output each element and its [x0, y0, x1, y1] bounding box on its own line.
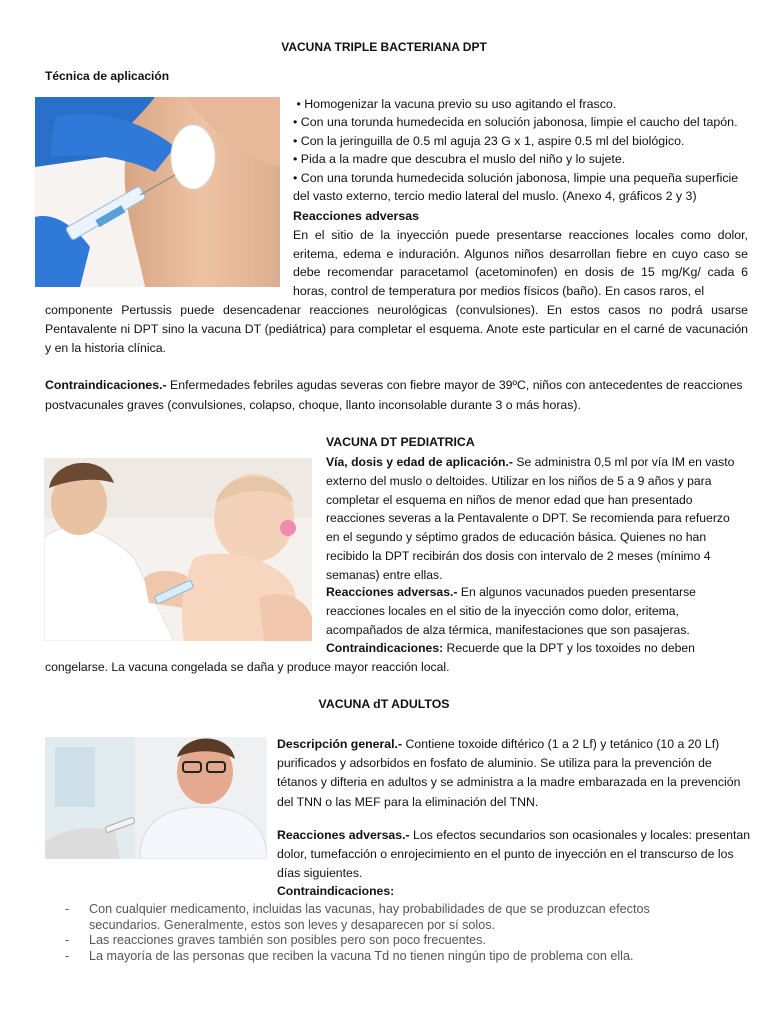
dt-pediatrica-reacciones-label: Reacciones adversas.- [326, 585, 458, 599]
boy-vaccination-photo [45, 737, 267, 859]
tecnica-bullet: • Con la jeringuilla de 0.5 ml aguja 23 G x 1, aspire 0.5 ml del biológico. [293, 133, 685, 148]
dt-adultos-heading: VACUNA dT ADULTOS [318, 697, 450, 711]
dt-adultos-descripcion-text: Contiene toxoide diftérico (1 a 2 Lf) y tetánico (10 a 20 Lf) purificados y adsorbidos en fosfato de aluminio. Se utiliza para la prevención de tétanos y difteria en adultos y se administra a la madre embarazada en la prevención del TNN o las MEF para la eliminación del TNN. [277, 737, 741, 809]
dt-pediatrica-heading: VACUNA DT PEDIATRICA [326, 435, 475, 449]
tecnica-heading: Técnica de aplicación [45, 69, 170, 83]
tecnica-bullet: • Homogenizar la vacuna previo su uso agitando el frasco. [293, 97, 617, 111]
dt-pediatrica-via-text: Se administra 0,5 ml por vía IM en vasto externo del muslo o deltoides. Utilizar en los niños de 5 a 9 años y para completar el esquema en niños de menor edad que han presentado reacciones severas a la Pentavalente o DPT. Se recomienda para refuerzo en el segundo y séptimo grados de educación básica. Quienes no han recibido la DPT recibirán dos dosis con intervalo de 2 meses (mínimo 4 semanas) entre ellas. [326, 455, 735, 582]
dt-pediatrica-reacciones [326, 583, 746, 640]
reacciones-heading: Reacciones adversas [293, 209, 420, 223]
tecnica-bullet: • Pida a la madre que descubra el muslo del niño y lo sujete. [293, 152, 626, 167]
reacciones-text-b: componente Pertussis puede desencadenar reacciones neurológicas (convulsiones). En estos casos no podrá usarse Pentavalente ni DPT sino la vacuna DT (pediátrica) para completar el esquema. Anote este particular en el carné de vacunación y en la historia clínica. [45, 303, 748, 355]
contraindicaciones-label: Contraindicaciones.- [45, 378, 167, 392]
dt-pediatrica-via-label: Vía, dosis y edad de aplicación.- [326, 455, 513, 469]
dt-adultos-descripcion [277, 735, 747, 812]
tecnica-bullet: • Con una torunda humedecida en solución jabonosa, limpie el caucho del tapón. [293, 115, 738, 130]
dt-pediatrica-contra [326, 639, 756, 658]
tecnica-list [293, 95, 748, 205]
reacciones-text-a: En el sitio de la inyección puede presentarse reacciones locales como dolor, eritema, edema e induración. Algunos niños desarrollan fiebre en cuyo caso se debe recomendar paracetamol (acetominofen) en dosis de 15 mg/Kg/ cada 6 horas, control de temperatura por medios físicos (baño). En casos raros, el [293, 228, 748, 298]
dt-adultos-reacciones-label: Reacciones adversas.- [277, 828, 410, 842]
dt-adultos-reacciones-text: Los efectos secundarios son ocasionales y locales: presentan dolor, tumefacción o enrojecimiento en el punto de inyección en el transcurso de los días siguientes. [277, 828, 751, 880]
dt-pediatrica-reacciones-text: En algunos vacunados pueden presentarse reacciones locales en el sitio de la inyección como dolor, eritema, acompañados de alza térmica, manifestaciones que son pasajeras. [326, 585, 696, 637]
injection-photo [35, 97, 280, 287]
tecnica-bullet: • Con una torunda humedecida solución jabonosa, limpie una pequeña superficie del vasto externo, tercio medio lateral del muslo. (Anexo 4, gráficos 2 y 3) [293, 170, 739, 204]
nurse-baby-photo [44, 458, 312, 641]
dt-pediatrica-via [326, 453, 746, 585]
list-item: - Las reacciones graves también son posibles pero son poco frecuentes. [65, 933, 486, 948]
list-item: - La mayoría de las personas que reciben la vacuna Td no tienen ningún tipo de problema con ella. [65, 948, 634, 963]
dt-pediatrica-contra-label: Contraindicaciones: [326, 641, 444, 655]
dt-pediatrica-contra-continued: congelarse. La vacuna congelada se daña y produce mayor reacción local. [45, 660, 450, 674]
list-item: - Con cualquier medicamento, incluidas las vacunas, hay probabilidades de que se produzcan efectos secundarios. Generalmente, estos son leves y desaparecen por sí solos. [65, 902, 650, 932]
contraindicaciones-text: Enfermedades febriles agudas severas con fiebre mayor de 39ºC, niños con antecedentes de reacciones postvacunales graves (convulsiones, colapso, choque, llanto inconsolable durante 3 o más horas). [45, 378, 743, 412]
dt-adultos-descripcion-label: Descripción general.- [277, 737, 403, 751]
dt-adultos-reacciones [277, 826, 753, 883]
dt-adultos-contra-list [45, 902, 705, 964]
contraindicaciones-paragraph [45, 376, 750, 415]
dt-pediatrica-contra-text: Recuerde que la DPT y los toxoides no deben [443, 641, 695, 655]
dt-adultos-contra-label: Contraindicaciones: [277, 884, 395, 898]
page-title: VACUNA TRIPLE BACTERIANA DPT [281, 40, 487, 54]
